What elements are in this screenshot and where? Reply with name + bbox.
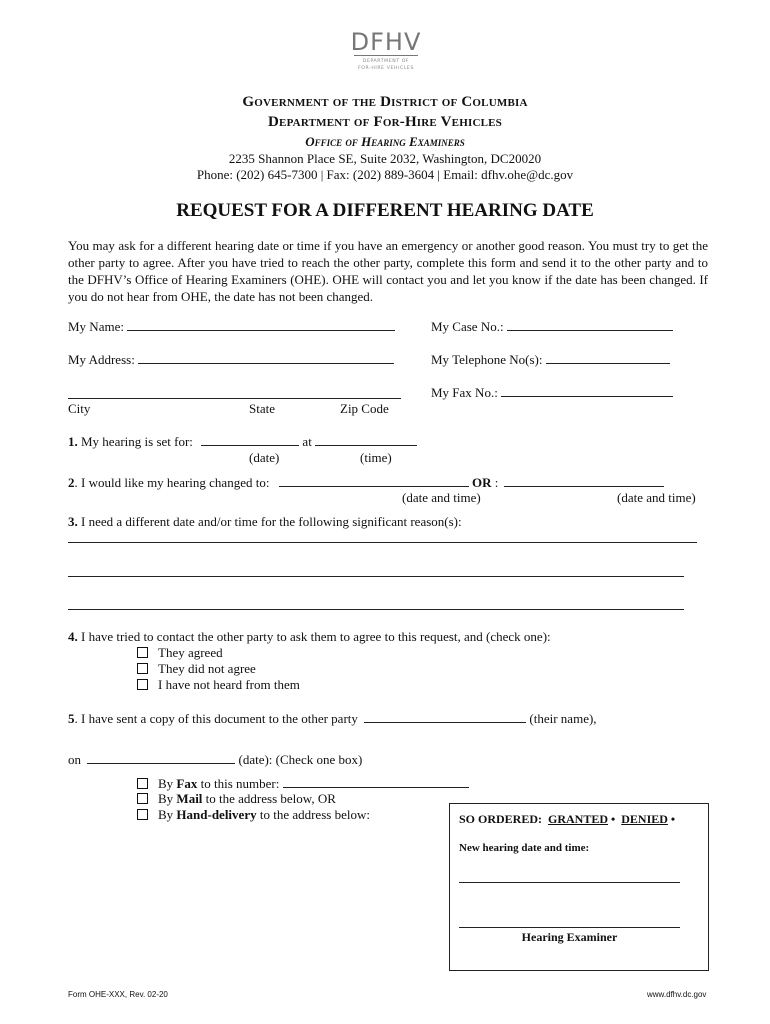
so-ordered-row — [459, 812, 675, 827]
q4-row — [68, 629, 551, 645]
denied-option[interactable]: DENIED — [621, 812, 668, 826]
so-ordered-label: SO ORDERED: — [459, 812, 543, 826]
reason-line-3[interactable] — [68, 609, 684, 610]
name-label: My Name: — [68, 319, 124, 334]
q2-number: 2 — [68, 475, 75, 490]
q5-their-name: (their name), — [529, 711, 597, 726]
q5-date-line[interactable] — [87, 751, 235, 764]
q3-number: 3. — [68, 514, 78, 529]
case-no-field[interactable] — [431, 318, 673, 335]
q5-on-row — [68, 751, 362, 768]
q4-option-not-agreed[interactable] — [137, 661, 256, 677]
q1-time-hint: (time) — [360, 450, 392, 465]
form-number: Form OHE-XXX, Rev. 02-20 — [68, 990, 168, 999]
department-heading: Department of For-Hire Vehicles — [268, 114, 502, 130]
city-state-zip-line[interactable] — [68, 398, 401, 399]
dfhv-logo — [350, 28, 422, 74]
q1-row — [68, 433, 417, 450]
q1-date-hint: (date) — [249, 450, 280, 465]
government-heading: Government of the District of Columbia — [242, 94, 528, 110]
checkbox-not-heard[interactable] — [137, 679, 148, 690]
q4-option-not-agreed-label: They did not agree — [158, 661, 256, 676]
q3-row — [68, 514, 462, 530]
q1-date-line[interactable] — [201, 433, 299, 446]
q5-opt2-bold: Mail — [176, 791, 203, 806]
granted-bullet: • — [611, 812, 616, 826]
q4-option-agreed[interactable] — [137, 645, 223, 661]
name-field[interactable] — [68, 318, 395, 335]
q5-name-line[interactable] — [364, 710, 526, 723]
reason-line-2[interactable] — [68, 576, 684, 577]
logo-rule — [354, 55, 418, 56]
case-no-label: My Case No.: — [431, 319, 504, 334]
q5-date-check: (date): (Check one box) — [238, 752, 363, 767]
q2-hint-2: (date and time) — [617, 490, 696, 505]
case-no-line[interactable] — [507, 318, 673, 331]
fax-number-line[interactable] — [283, 775, 469, 788]
q2-row — [68, 474, 664, 491]
q3-text: I need a different date and/or time for the following significant reason(s): — [81, 514, 462, 529]
q5-opt2-post: to the address below, OR — [202, 791, 336, 806]
logo-sub-1: DEPARTMENT OF — [362, 59, 410, 64]
name-line[interactable] — [127, 318, 395, 331]
granted-option[interactable]: GRANTED — [548, 812, 609, 826]
q2-hint-1: (date and time) — [402, 490, 481, 505]
examiner-signature-line[interactable] — [459, 927, 680, 928]
q2-option2-line[interactable] — [504, 474, 664, 487]
address-line[interactable] — [138, 351, 394, 364]
q5-opt1-pre: By — [158, 776, 177, 791]
q5-on: on — [68, 752, 81, 767]
denied-bullet: • — [670, 812, 676, 826]
q1-time-line[interactable] — [315, 433, 417, 446]
checkbox-mail[interactable] — [137, 793, 148, 804]
q4-text: I have tried to contact the other party to ask them to agree to this request, and (check one): — [81, 629, 551, 644]
q4-option-agreed-label: They agreed — [158, 645, 223, 660]
q5-row — [68, 710, 597, 727]
checkbox-agreed[interactable] — [137, 647, 148, 658]
logo-sub-2: FOR-HIRE VEHICLES — [358, 66, 414, 71]
logo-mark: DFHV — [350, 28, 422, 56]
new-date-label: New hearing date and time: — [459, 842, 590, 854]
form-title: REQUEST FOR A DIFFERENT HEARING DATE — [176, 200, 594, 221]
q5-opt1-post: to this number: — [197, 776, 280, 791]
q5-text: . I have sent a copy of this document to the other party — [74, 711, 358, 726]
address-label: My Address: — [68, 352, 135, 367]
q4-number: 4. — [68, 629, 78, 644]
fax-field[interactable] — [431, 384, 673, 401]
q5-opt3-post: to the address below: — [256, 807, 370, 822]
address-field[interactable] — [68, 351, 394, 368]
q5-opt1-bold: Fax — [176, 776, 198, 791]
q2-or: OR — [471, 475, 492, 490]
checkbox-hand-delivery[interactable] — [137, 809, 148, 820]
q5-opt2-pre: By — [158, 791, 177, 806]
telephone-label: My Telephone No(s): — [431, 352, 543, 367]
q5-number: 5 — [68, 711, 75, 726]
q4-option-not-heard-label: I have not heard from them — [158, 677, 300, 692]
q5-opt3-pre: By — [158, 807, 177, 822]
fax-label: My Fax No.: — [431, 385, 498, 400]
q5-option-fax[interactable] — [137, 775, 469, 792]
checkbox-fax[interactable] — [137, 778, 148, 789]
state-label: State — [249, 401, 275, 416]
q2-colon: : — [494, 475, 499, 490]
office-address: 2235 Shannon Place SE, Suite 2032, Washington, DC20020 — [228, 151, 542, 166]
telephone-line[interactable] — [546, 351, 670, 364]
office-heading: Office of Hearing Examiners — [305, 134, 465, 149]
city-label: City — [68, 401, 91, 416]
q5-option-mail[interactable] — [137, 791, 336, 807]
q1-at: at — [302, 434, 312, 449]
telephone-field[interactable] — [431, 351, 670, 368]
q1-text: My hearing is set for: — [81, 434, 193, 449]
reason-line-1[interactable] — [68, 542, 697, 543]
website: www.dfhv.dc.gov — [647, 990, 707, 999]
q2-option1-line[interactable] — [279, 474, 469, 487]
new-date-line[interactable] — [459, 882, 680, 883]
q2-text: . I would like my hearing changed to: — [74, 475, 270, 490]
q4-option-not-heard[interactable] — [137, 677, 300, 693]
intro-paragraph: You may ask for a different hearing date or time if you have an emergency or another good reason. You must try to get the other party to agree. After you have tried to reach the other party, complete this form and send it to the other party and to the DFHV’s Office of Hearing Examiners (OHE). OHE will contact you and let you know if the date has been changed. If you do not hear from OHE, the date has not been changed. — [68, 238, 708, 304]
q5-opt3-bold: Hand-delivery — [176, 807, 257, 822]
office-contact: Phone: (202) 645-7300 | Fax: (202) 889-3604 | Email: dfhv.ohe@dc.gov — [196, 167, 574, 182]
order-box — [449, 803, 709, 971]
checkbox-not-agreed[interactable] — [137, 663, 148, 674]
hearing-examiner-label: Hearing Examiner — [521, 930, 618, 944]
q5-option-hand[interactable] — [137, 807, 370, 823]
zip-label: Zip Code — [340, 401, 389, 416]
fax-line[interactable] — [501, 384, 673, 397]
q1-number: 1. — [68, 434, 78, 449]
